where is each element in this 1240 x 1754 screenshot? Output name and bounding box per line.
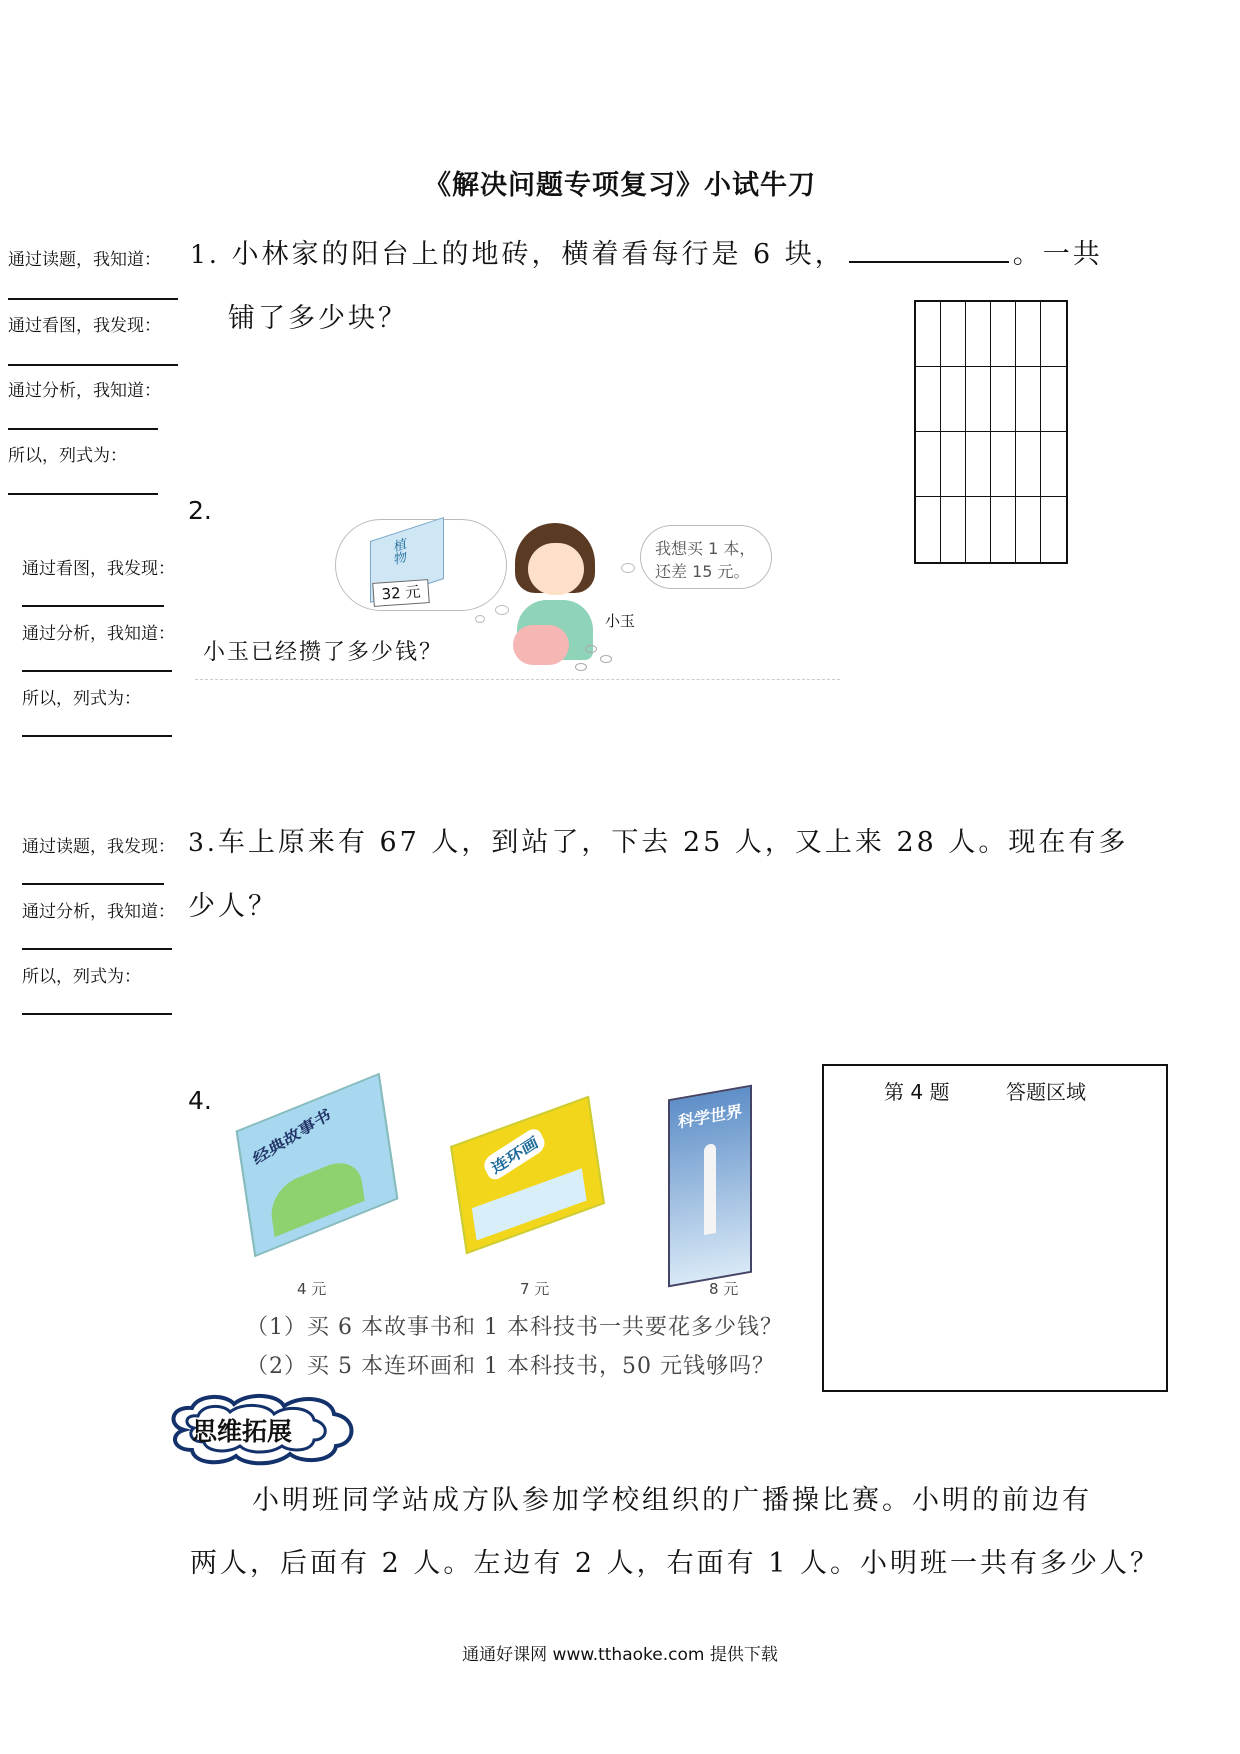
- story-book-title: 经典故事书: [250, 1105, 334, 1169]
- girl-name-label: 小玉: [605, 612, 636, 630]
- bubble-dot: [495, 605, 509, 615]
- q2-look-label: 通过看图，我发现：: [22, 559, 175, 579]
- q3-line2: 少人？: [188, 891, 278, 922]
- q2-formula-label: 所以，列式为：: [22, 689, 141, 709]
- book-price-tag: 32 元: [372, 579, 430, 607]
- q4-number: 4.: [188, 1086, 212, 1115]
- tile-grid: [914, 300, 1068, 564]
- q2-question: 小玉已经攒了多少钱？: [203, 640, 444, 665]
- q1-line1: [190, 232, 1103, 271]
- q2-look-answer-line[interactable]: [22, 605, 164, 607]
- q3-number: 3.: [188, 828, 218, 857]
- bubble-dot: [621, 563, 635, 573]
- q1-read-label: 通过读题，我知道：: [8, 250, 161, 270]
- q2-number: 2.: [188, 496, 212, 525]
- q1-number: 1.: [190, 240, 220, 269]
- coin-icon: [575, 663, 587, 671]
- q4-subquestion-2: （2）买 5 本连环画和 1 本科技书，50 元钱够吗？: [246, 1354, 775, 1379]
- speech-line-2: 还差 15 元。: [655, 562, 750, 581]
- q3-formula-answer-line[interactable]: [22, 1013, 172, 1015]
- rocket-icon: [704, 1143, 716, 1235]
- comic-book-art: [472, 1168, 587, 1240]
- q4-subquestion-1: （1）买 6 本故事书和 1 本科技书一共要花多少钱？: [246, 1315, 783, 1340]
- story-book-hill: [268, 1154, 365, 1238]
- q1-read-answer-line[interactable]: [8, 298, 178, 300]
- q1-look-answer-line[interactable]: [8, 364, 178, 366]
- comic-book-title: 连环画: [481, 1125, 547, 1183]
- q3-analyze-answer-line[interactable]: [22, 948, 172, 950]
- q4-answer-area[interactable]: [822, 1064, 1168, 1392]
- page-title: 《解决问题专项复习》小试牛刀: [424, 170, 816, 201]
- girl-face: [528, 543, 584, 595]
- page-footer: 通通好课网 www.tthaoke.com 提供下载: [462, 1645, 778, 1665]
- coin-icon: [585, 645, 597, 653]
- q3-read-label: 通过读题，我发现：: [22, 837, 175, 857]
- q2-formula-answer-line[interactable]: [22, 735, 172, 737]
- answer-box-label: 第 4 题: [884, 1080, 950, 1104]
- q1-analyze-answer-line[interactable]: [8, 428, 158, 430]
- girl-speech-bubble: [640, 525, 772, 589]
- q1-formula-label: 所以，列式为：: [8, 446, 127, 466]
- q1-analyze-label: 通过分析，我知道：: [8, 381, 161, 401]
- plant-book-title: 植物: [391, 536, 406, 568]
- q1-formula-answer-line[interactable]: [8, 493, 158, 495]
- q2-divider: [195, 679, 840, 680]
- extension-badge-label: 思维拓展: [192, 1417, 293, 1446]
- science-book-icon: [668, 1085, 752, 1288]
- answer-box-title: 答题区域: [1006, 1080, 1086, 1104]
- story-book-price: 4 元: [297, 1280, 327, 1298]
- q3-line1: [188, 820, 1128, 859]
- speech-line-1: 我想买 1 本，: [655, 539, 756, 558]
- q3-formula-label: 所以，列式为：: [22, 967, 141, 987]
- extension-line2: 两人，后面有 2 人。左边有 2 人，右面有 1 人。小明班一共有多少人？: [190, 1548, 1161, 1579]
- q2-illustration: [195, 515, 840, 680]
- q1-fill-blank[interactable]: [849, 243, 1009, 263]
- story-book-icon: [236, 1073, 399, 1258]
- bubble-dot: [475, 615, 485, 623]
- coin-icon: [600, 655, 612, 663]
- comic-book-price: 7 元: [520, 1280, 550, 1298]
- q1-text-after-blank: 。一共: [1012, 239, 1103, 270]
- science-book-title: 科学世界: [678, 1101, 743, 1132]
- q3-analyze-label: 通过分析，我知道：: [22, 902, 175, 922]
- q3-line1-text: 车上原来有 67 人，到站了，下去 25 人，又上来 28 人。现在有多: [217, 827, 1129, 858]
- q3-read-answer-line[interactable]: [22, 883, 164, 885]
- q1-text-before-blank: 小林家的阳台上的地砖，横着看每行是 6 块，: [231, 239, 845, 270]
- q1-line2: 铺了多少块？: [228, 303, 408, 334]
- science-book-price: 8 元: [709, 1280, 739, 1298]
- q1-look-label: 通过看图，我发现：: [8, 316, 161, 336]
- q2-analyze-answer-line[interactable]: [22, 670, 172, 672]
- comic-book-icon: [450, 1096, 605, 1255]
- piggy-bank-icon: [513, 625, 569, 665]
- q2-analyze-label: 通过分析，我知道：: [22, 624, 175, 644]
- extension-line1: 小明班同学站成方队参加学校组织的广播操比赛。小明的前边有: [252, 1485, 1092, 1516]
